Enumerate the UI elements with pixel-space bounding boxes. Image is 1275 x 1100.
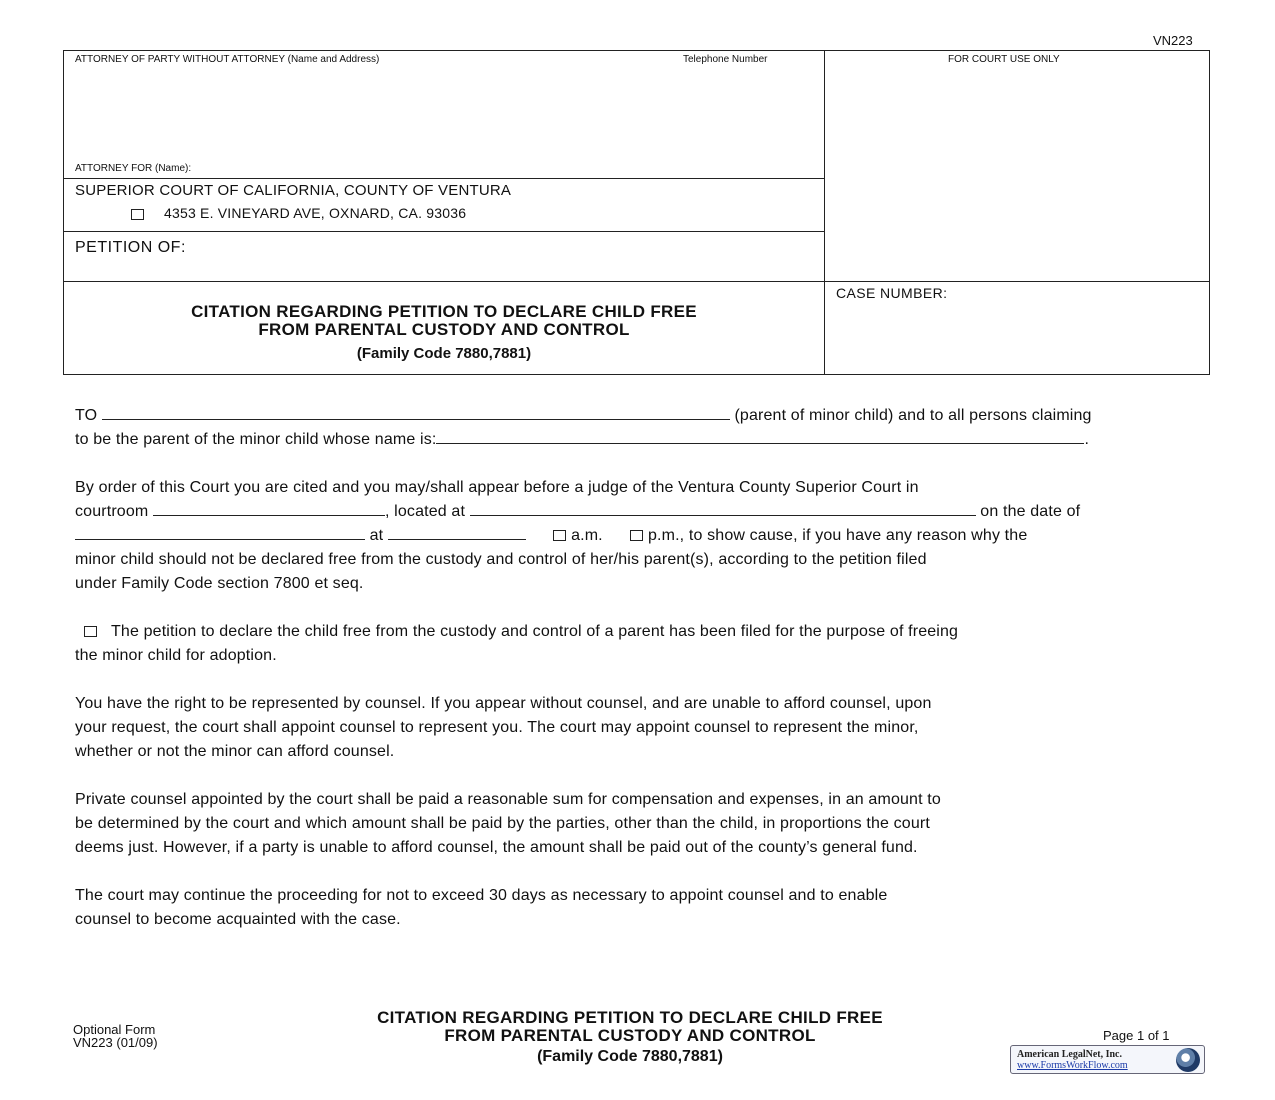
pm-checkbox[interactable] xyxy=(630,530,643,541)
form-code: VN223 xyxy=(1153,33,1193,48)
court-name: SUPERIOR COURT OF CALIFORNIA, COUNTY OF VENTURA xyxy=(75,182,512,199)
am-checkbox[interactable] xyxy=(553,530,566,541)
divider-court xyxy=(63,178,825,179)
counsel-paragraph-2 xyxy=(75,788,1205,860)
divider-petition xyxy=(63,231,825,232)
pm-label: p.m., to show cause, if you have any reason why the xyxy=(647,527,1028,544)
am-label: a.m. xyxy=(571,527,603,544)
attorney-input-area[interactable] xyxy=(75,70,810,160)
attorney-for-label: ATTORNEY FOR (Name): xyxy=(75,163,192,174)
located-label: , located at xyxy=(384,503,466,520)
counsel-paragraph-1 xyxy=(75,692,1205,764)
court-address-checkbox[interactable] xyxy=(131,206,144,224)
logo-company-name: American LegalNet, Inc. xyxy=(1017,1049,1122,1060)
footer-title-code: (Family Code 7880,7881) xyxy=(537,1048,723,1065)
case-number-label: CASE NUMBER: xyxy=(836,285,948,301)
adoption-checkbox[interactable] xyxy=(84,626,97,637)
order-paragraph xyxy=(75,476,1205,596)
attorney-label: ATTORNEY OF PARTY WITHOUT ATTORNEY (Name and Address) xyxy=(75,54,380,65)
order-line-1: By order of this Court you are cited and you may/shall appear before a judge of the Ventura County Superior Court in xyxy=(75,479,919,496)
telephone-label: Telephone Number xyxy=(683,54,768,65)
order-line-5: under Family Code section 7800 et seq. xyxy=(75,575,364,592)
parent-name-blank[interactable] xyxy=(102,405,730,420)
case-number-field[interactable] xyxy=(836,305,1196,365)
adoption-paragraph xyxy=(75,620,1205,668)
counsel-p1-line-2: your request, the court shall appoint counsel to represent you. The court may appoint counsel to represent the minor, xyxy=(75,719,919,736)
logo-url[interactable]: www.FormsWorkFlow.com xyxy=(1017,1060,1128,1071)
to-suffix: (parent of minor child) and to all persons claiming xyxy=(734,407,1092,424)
adoption-line-1: The petition to declare the child free from the custody and control of a parent has been filed for the purpose of freeing xyxy=(111,623,959,640)
to-label: TO xyxy=(75,407,98,424)
form-revision: VN223 (01/09) xyxy=(73,1035,158,1050)
child-name-blank[interactable] xyxy=(436,429,1084,444)
court-address: 4353 E. VINEYARD AVE, OXNARD, CA. 93036 xyxy=(164,205,467,221)
child-name-label: to be the parent of the minor child whose name is: xyxy=(75,431,437,448)
citation-to-paragraph: TO (parent of minor child) and to all persons claiming to be the parent of the minor child whose name is: . xyxy=(75,407,1092,448)
form-title-code: (Family Code 7880,7881) xyxy=(356,345,532,362)
form-title-line1: CITATION REGARDING PETITION TO DECLARE CHILD FREE xyxy=(191,302,697,321)
form-title-line2: FROM PARENTAL CUSTODY AND CONTROL xyxy=(258,320,630,339)
order-line-4: minor child should not be declared free from the custody and control of her/his parent(s), according to the petition filed xyxy=(75,551,927,568)
globe-icon xyxy=(1176,1048,1200,1072)
date-blank[interactable] xyxy=(75,525,365,540)
footer-title-line2: FROM PARENTAL CUSTODY AND CONTROL xyxy=(444,1026,816,1045)
counsel-p2-line-2: be determined by the court and which amount shall be paid by the parties, other than the child, in proportions the court xyxy=(75,815,930,832)
forms-workflow-logo[interactable] xyxy=(1010,1045,1205,1074)
petition-of-label: PETITION OF: xyxy=(75,239,186,256)
date-label: on the date of xyxy=(980,503,1081,520)
counsel-p2-line-1: Private counsel appointed by the court shall be paid a reasonable sum for compensation and expenses, in an amount to xyxy=(75,791,941,808)
page-indicator: Page 1 of 1 xyxy=(1103,1028,1170,1043)
footer-title-line1: CITATION REGARDING PETITION TO DECLARE CHILD FREE xyxy=(377,1008,883,1027)
time-blank[interactable] xyxy=(388,525,526,540)
counsel-p2-line-3: deems just. However, if a party is unable to afford counsel, the amount shall be paid out of the county’s general fund. xyxy=(75,839,918,856)
optional-form-label: Optional Form xyxy=(73,1022,156,1037)
at-label: at xyxy=(369,527,384,544)
adoption-line-2: the minor child for adoption. xyxy=(75,647,277,664)
divider-title xyxy=(63,281,1210,282)
counsel-paragraph-3 xyxy=(75,884,1205,932)
counsel-p3-line-2: counsel to become acquainted with the case. xyxy=(75,911,401,928)
court-use-label: FOR COURT USE ONLY xyxy=(948,54,1060,65)
courtroom-label: courtroom xyxy=(75,503,149,520)
location-blank[interactable] xyxy=(470,501,976,516)
counsel-p1-line-3: whether or not the minor can afford counsel. xyxy=(75,743,395,760)
counsel-p3-line-1: The court may continue the proceeding for not to exceed 30 days as necessary to appoint counsel and to enable xyxy=(75,887,888,904)
counsel-p1-line-1: You have the right to be represented by counsel. If you appear without counsel, and are unable to afford counsel, upon xyxy=(75,695,932,712)
courtroom-blank[interactable] xyxy=(153,501,385,516)
